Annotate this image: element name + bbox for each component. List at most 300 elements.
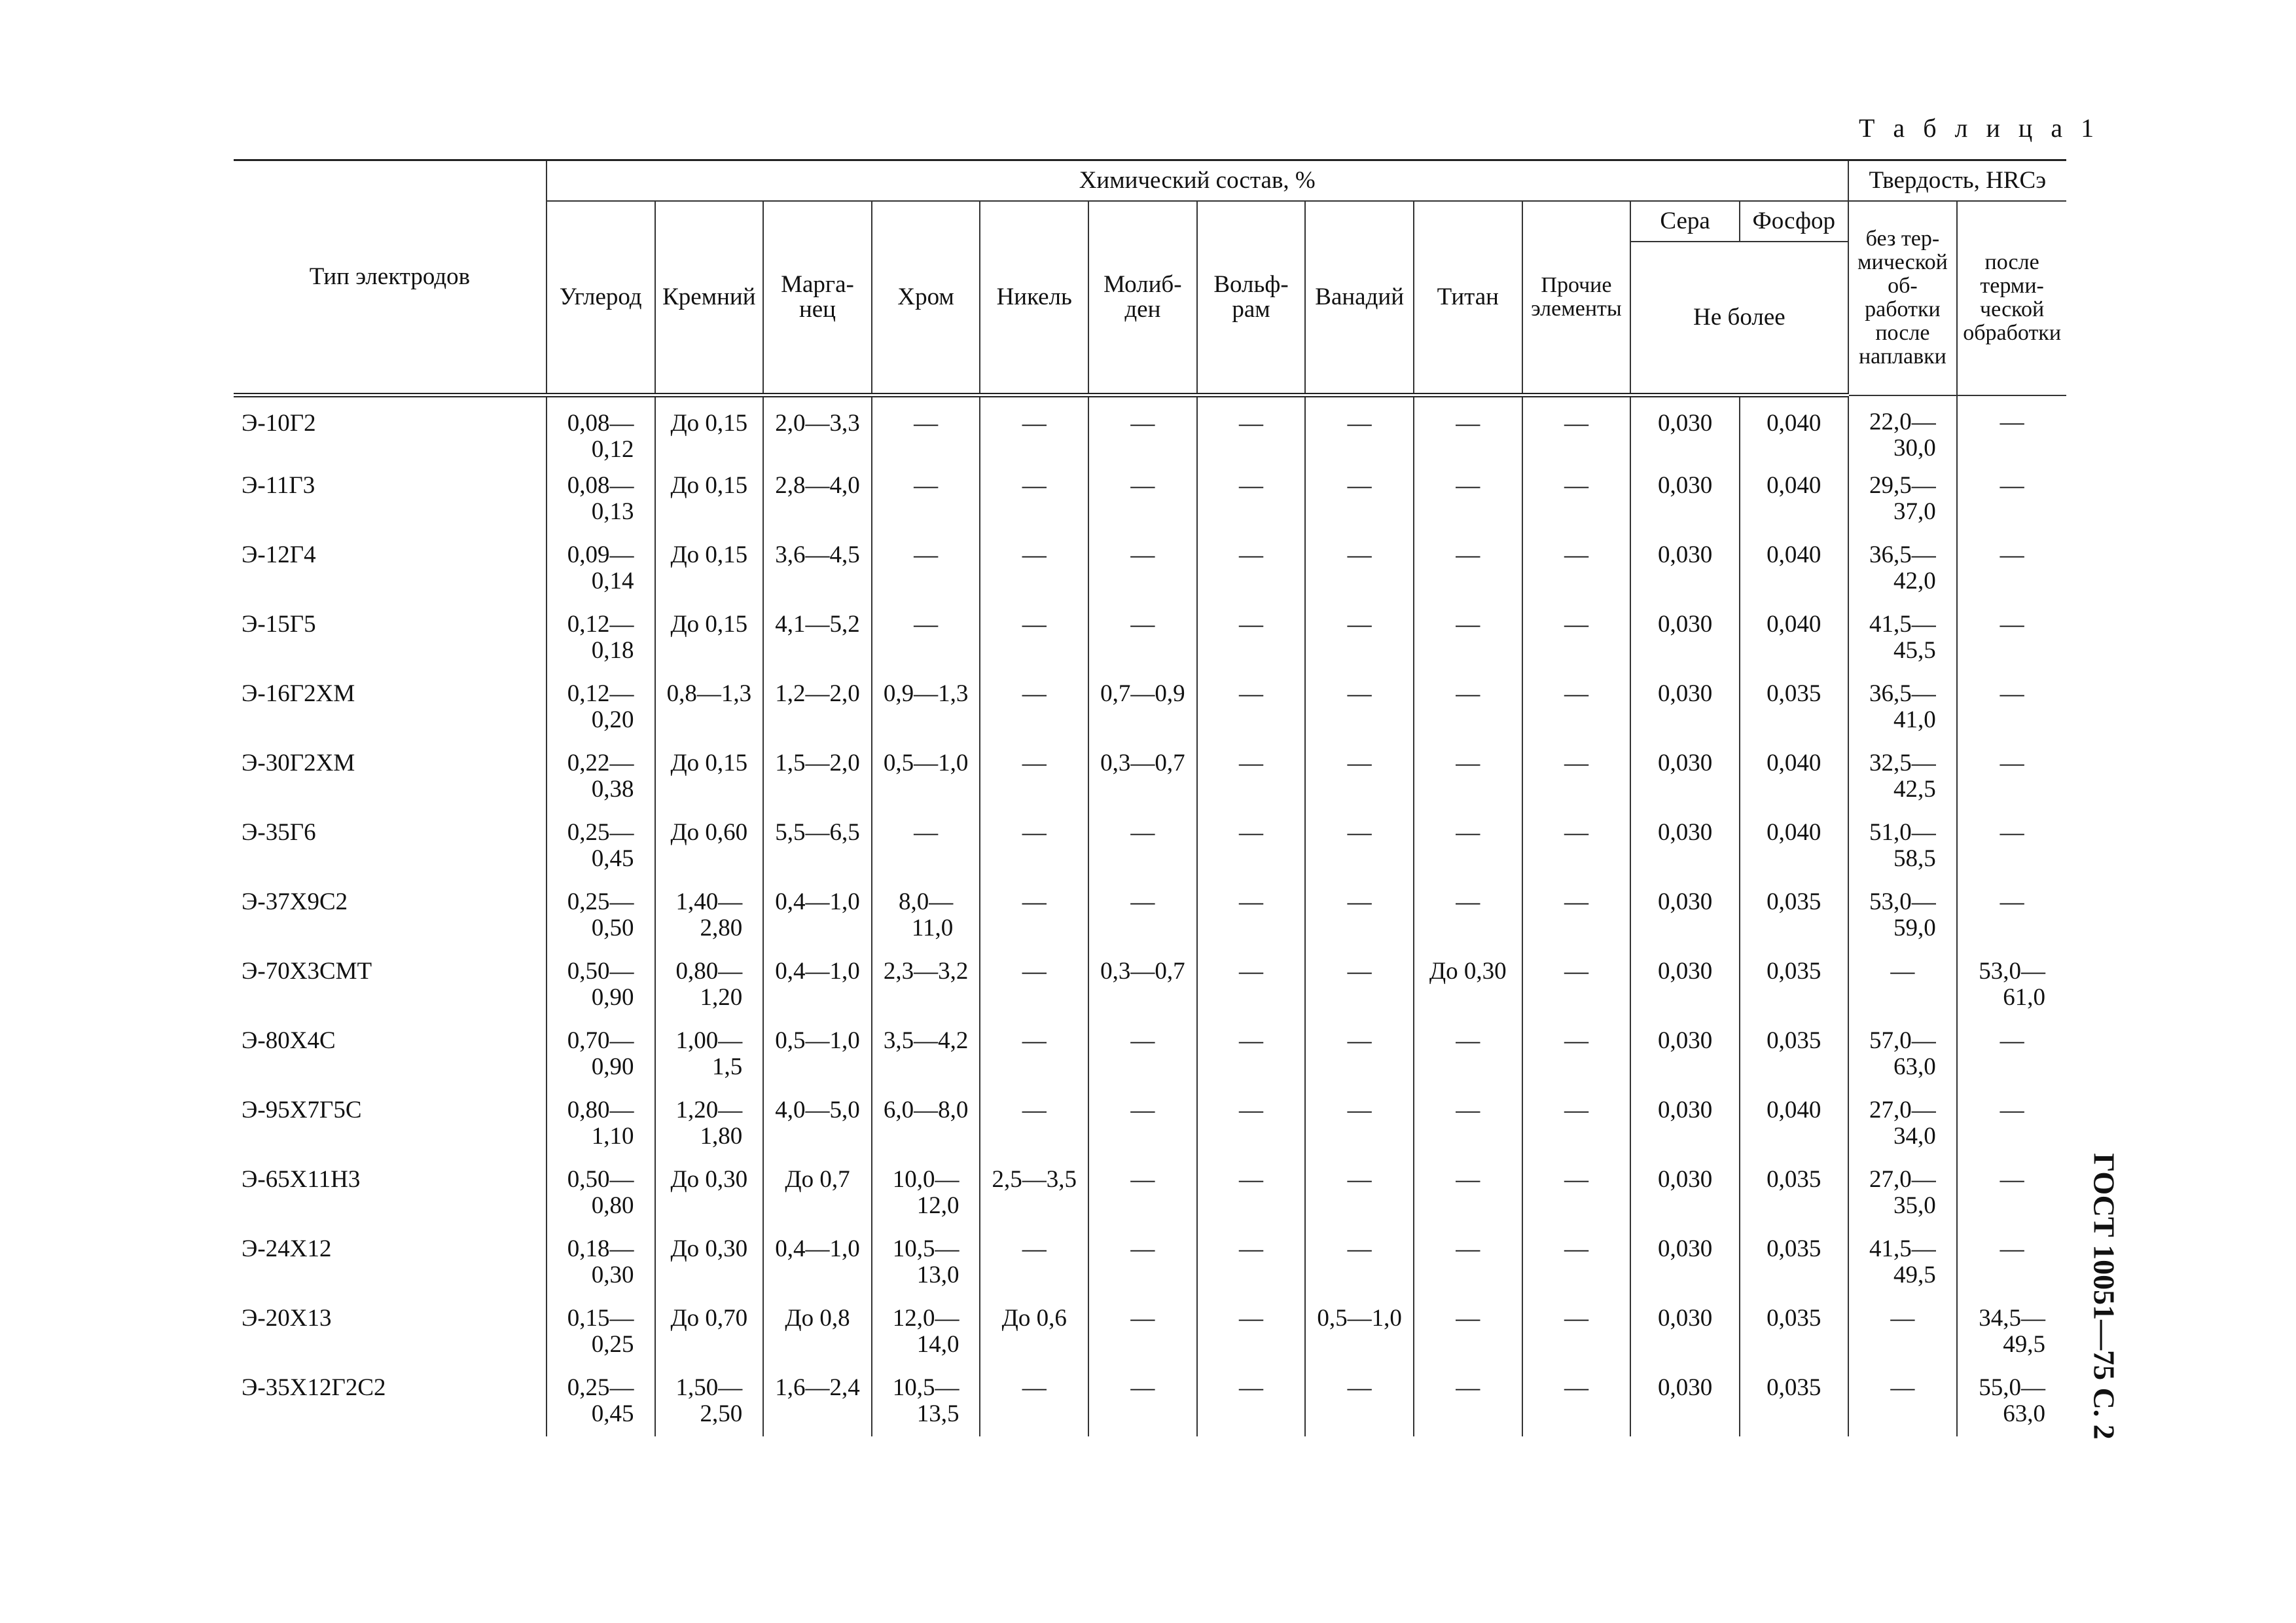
cell-value: Э-80Х4С [242, 1027, 336, 1054]
cell-other-elements [1522, 812, 1631, 881]
cell-value: 0,030 [1657, 1374, 1713, 1401]
cell-other-elements [1522, 1367, 1631, 1436]
cell-value: — [2000, 1235, 2024, 1262]
header-titanium: Титан [1414, 201, 1522, 395]
cell-chromium [872, 1298, 980, 1367]
cell-nickel [980, 1020, 1088, 1089]
cell-carbon [547, 1089, 655, 1159]
cell-value: — [1022, 888, 1047, 915]
cell-phosphorus [1740, 812, 1848, 881]
cell-titanium [1414, 1228, 1522, 1298]
cell-value: 36,5— 41,0 [1869, 680, 1936, 733]
cell-value: 0,7—0,9 [1100, 680, 1185, 707]
cell-sulfur [1630, 881, 1740, 951]
cell-value: 0,9—1,3 [883, 680, 969, 707]
table-row [234, 1298, 2066, 1367]
cell-hardness-after-treatment [1957, 465, 2066, 534]
cell-value: До 0,30 [1429, 957, 1507, 985]
cell-vanadium [1305, 1367, 1414, 1436]
cell-value: — [1456, 888, 1480, 915]
cell-value: — [1890, 957, 1915, 985]
cell-value: — [914, 818, 939, 846]
cell-value: 6,0—8,0 [883, 1096, 969, 1123]
cell-sulfur [1630, 951, 1740, 1020]
cell-value: — [1564, 1096, 1588, 1123]
cell-tungsten [1197, 1159, 1306, 1228]
cell-electrode-type [234, 534, 547, 604]
cell-chromium [872, 604, 980, 673]
cell-phosphorus [1740, 395, 1848, 465]
cell-value: До 0,15 [670, 749, 748, 776]
cell-value: — [1130, 410, 1155, 437]
cell-electrode-type [234, 881, 547, 951]
header-sulfur: Сера [1630, 201, 1740, 242]
cell-value: 0,08— 0,12 [567, 410, 634, 463]
cell-manganese [763, 1020, 872, 1089]
cell-other-elements [1522, 534, 1631, 604]
cell-molybdenum [1088, 673, 1197, 742]
cell-value: — [1347, 1374, 1372, 1401]
table-row [234, 1159, 2066, 1228]
cell-value: До 0,15 [670, 610, 748, 638]
cell-value: — [1130, 888, 1155, 915]
cell-carbon [547, 1228, 655, 1298]
cell-value: — [1564, 410, 1588, 437]
cell-value: 0,030 [1657, 1304, 1713, 1332]
cell-hardness-no-treatment [1848, 812, 1958, 881]
cell-other-elements [1522, 742, 1631, 812]
cell-value: — [1022, 471, 1047, 499]
cell-value: — [1130, 1235, 1155, 1262]
cell-value: 27,0— 35,0 [1869, 1165, 1936, 1219]
cell-hardness-after-treatment [1957, 1159, 2066, 1228]
cell-vanadium [1305, 1298, 1414, 1367]
cell-value: — [1456, 749, 1480, 776]
cell-electrode-type [234, 395, 547, 465]
cell-value: 0,50— 0,80 [567, 1165, 634, 1219]
cell-value: 0,030 [1657, 1235, 1713, 1262]
cell-manganese [763, 742, 872, 812]
cell-tungsten [1197, 742, 1306, 812]
cell-value: 0,030 [1657, 680, 1713, 707]
cell-value: 0,09— 0,14 [567, 541, 634, 594]
cell-value: — [1239, 471, 1264, 499]
cell-value: 3,6—4,5 [775, 541, 860, 568]
cell-value: — [2000, 1027, 2024, 1054]
cell-value: 0,25— 0,50 [567, 888, 634, 941]
cell-hardness-no-treatment [1848, 881, 1958, 951]
cell-value: — [1347, 1027, 1372, 1054]
cell-silicon [655, 1228, 764, 1298]
cell-hardness-no-treatment [1848, 1020, 1958, 1089]
cell-tungsten [1197, 881, 1306, 951]
cell-titanium [1414, 673, 1522, 742]
cell-nickel [980, 395, 1088, 465]
cell-value: Э-16Г2ХМ [242, 680, 355, 707]
cell-electrode-type [234, 1089, 547, 1159]
cell-tungsten [1197, 673, 1306, 742]
cell-carbon [547, 465, 655, 534]
cell-value: 0,035 [1767, 1165, 1821, 1193]
cell-value: — [1239, 410, 1264, 437]
cell-molybdenum [1088, 1228, 1197, 1298]
cell-carbon [547, 395, 655, 465]
cell-sulfur [1630, 1089, 1740, 1159]
cell-phosphorus [1740, 1298, 1848, 1367]
cell-value: 34,5— 49,5 [1979, 1304, 2045, 1358]
cell-carbon [547, 534, 655, 604]
cell-value: — [1239, 1304, 1264, 1332]
cell-electrode-type [234, 673, 547, 742]
cell-value: — [1130, 1304, 1155, 1332]
cell-value: 0,4—1,0 [775, 888, 860, 915]
cell-value: 0,4—1,0 [775, 1235, 860, 1262]
cell-manganese [763, 1089, 872, 1159]
cell-value: 0,22— 0,38 [567, 749, 634, 803]
cell-chromium [872, 812, 980, 881]
cell-value: Э-65Х11Н3 [242, 1165, 361, 1193]
cell-tungsten [1197, 1089, 1306, 1159]
cell-vanadium [1305, 1228, 1414, 1298]
cell-value: 8,0— 11,0 [898, 888, 954, 941]
cell-value: — [1130, 818, 1155, 846]
cell-molybdenum [1088, 812, 1197, 881]
cell-nickel [980, 534, 1088, 604]
cell-value: — [1890, 1374, 1915, 1401]
cell-value: — [1456, 541, 1480, 568]
cell-value: — [2000, 610, 2024, 638]
cell-value: — [1022, 957, 1047, 985]
cell-manganese [763, 534, 872, 604]
cell-value: 1,40— 2,80 [675, 888, 743, 941]
cell-value: — [1347, 1165, 1372, 1193]
cell-phosphorus [1740, 951, 1848, 1020]
cell-value: 0,5—1,0 [775, 1027, 860, 1054]
cell-chromium [872, 1159, 980, 1228]
cell-molybdenum [1088, 395, 1197, 465]
cell-value: 2,8—4,0 [775, 471, 860, 499]
cell-value: — [1022, 1235, 1047, 1262]
cell-carbon [547, 1020, 655, 1089]
cell-electrode-type [234, 742, 547, 812]
cell-value: — [1022, 1096, 1047, 1123]
cell-value: До 0,30 [670, 1165, 748, 1193]
cell-silicon [655, 1159, 764, 1228]
cell-carbon [547, 1367, 655, 1436]
cell-molybdenum [1088, 1020, 1197, 1089]
cell-value: — [1890, 1304, 1915, 1332]
table-header [234, 160, 2066, 395]
cell-phosphorus [1740, 1367, 1848, 1436]
cell-value: 10,5— 13,5 [892, 1374, 960, 1427]
cell-value: — [1239, 957, 1264, 985]
table-row [234, 673, 2066, 742]
cell-electrode-type [234, 604, 547, 673]
cell-value: — [914, 471, 939, 499]
cell-value: 12,0— 14,0 [892, 1304, 960, 1358]
cell-value: 0,8—1,3 [666, 680, 752, 707]
cell-phosphorus [1740, 673, 1848, 742]
cell-value: — [2000, 1165, 2024, 1193]
cell-value: 0,040 [1767, 471, 1821, 499]
cell-value: — [1564, 1235, 1588, 1262]
cell-value: До 0,15 [670, 410, 748, 437]
header-manganese: Марга- нец [763, 201, 872, 395]
cell-value: — [2000, 408, 2024, 435]
cell-value: До 0,6 [1001, 1304, 1067, 1332]
cell-electrode-type [234, 812, 547, 881]
cell-value: — [1564, 680, 1588, 707]
cell-value: Э-30Г2ХМ [242, 749, 355, 776]
cell-electrode-type [234, 1298, 547, 1367]
cell-electrode-type [234, 1367, 547, 1436]
cell-hardness-no-treatment [1848, 1367, 1958, 1436]
cell-manganese [763, 395, 872, 465]
cell-hardness-after-treatment [1957, 1089, 2066, 1159]
cell-hardness-after-treatment [1957, 604, 2066, 673]
cell-value: — [1347, 610, 1372, 638]
header-nickel: Никель [980, 201, 1088, 395]
cell-manganese [763, 604, 872, 673]
cell-other-elements [1522, 1298, 1631, 1367]
cell-manganese [763, 673, 872, 742]
cell-value: — [1130, 1165, 1155, 1193]
cell-value: 32,5— 42,5 [1869, 749, 1936, 803]
table-body [234, 395, 2066, 1436]
cell-value: 0,030 [1657, 610, 1713, 638]
header-hardness-no-treatment: без тер- мической об- работки после наплавки [1848, 201, 1958, 395]
cell-value: 1,50— 2,50 [675, 1374, 743, 1427]
cell-molybdenum [1088, 1159, 1197, 1228]
cell-value: — [1130, 610, 1155, 638]
cell-value: 0,80— 1,10 [567, 1096, 634, 1150]
cell-hardness-after-treatment [1957, 395, 2066, 465]
cell-value: Э-35Х12Г2С2 [242, 1374, 386, 1401]
cell-phosphorus [1740, 1089, 1848, 1159]
header-carbon: Углерод [547, 201, 655, 395]
cell-value: 0,030 [1657, 957, 1713, 985]
standard-page-label: ГОСТ 10051—75 С. 2 [2087, 1153, 2121, 1440]
cell-hardness-no-treatment [1848, 1089, 1958, 1159]
cell-other-elements [1522, 951, 1631, 1020]
cell-value: 51,0— 58,5 [1869, 818, 1936, 872]
cell-value: 0,040 [1767, 1096, 1821, 1123]
cell-manganese [763, 881, 872, 951]
cell-phosphorus [1740, 1159, 1848, 1228]
cell-sulfur [1630, 395, 1740, 465]
cell-value: — [1239, 680, 1264, 707]
cell-value: До 0,30 [670, 1235, 748, 1262]
chemical-composition-table [234, 159, 2066, 1436]
cell-sulfur [1630, 1159, 1740, 1228]
cell-value: — [1130, 541, 1155, 568]
cell-vanadium [1305, 395, 1414, 465]
cell-value: — [1456, 1165, 1480, 1193]
cell-value: — [1347, 888, 1372, 915]
cell-value: — [1456, 1304, 1480, 1332]
cell-value: 0,08— 0,13 [567, 471, 634, 525]
cell-value: До 0,7 [785, 1165, 850, 1193]
table-row [234, 604, 2066, 673]
cell-other-elements [1522, 465, 1631, 534]
cell-value: — [1456, 818, 1480, 846]
cell-value: — [1456, 1096, 1480, 1123]
header-chromium: Хром [872, 201, 980, 395]
cell-value: — [1456, 471, 1480, 499]
cell-hardness-after-treatment [1957, 1298, 2066, 1367]
cell-phosphorus [1740, 604, 1848, 673]
cell-value: 0,50— 0,90 [567, 957, 634, 1011]
cell-sulfur [1630, 812, 1740, 881]
cell-value: — [1347, 957, 1372, 985]
cell-manganese [763, 1228, 872, 1298]
cell-value: — [1239, 1235, 1264, 1262]
cell-hardness-after-treatment [1957, 534, 2066, 604]
cell-value: 57,0— 63,0 [1869, 1027, 1936, 1080]
cell-other-elements [1522, 604, 1631, 673]
cell-value: 0,25— 0,45 [567, 818, 634, 872]
cell-value: — [1022, 1374, 1047, 1401]
cell-silicon [655, 395, 764, 465]
header-phosphorus: Фосфор [1740, 201, 1848, 242]
cell-tungsten [1197, 465, 1306, 534]
cell-value: 53,0— 59,0 [1869, 888, 1936, 941]
cell-value: 2,3—3,2 [883, 957, 969, 985]
cell-other-elements [1522, 881, 1631, 951]
table-row [234, 534, 2066, 604]
cell-nickel [980, 1159, 1088, 1228]
cell-value: Э-20Х13 [242, 1304, 332, 1332]
cell-value: 27,0— 34,0 [1869, 1096, 1936, 1150]
cell-chromium [872, 1020, 980, 1089]
cell-value: — [914, 541, 939, 568]
cell-sulfur [1630, 1367, 1740, 1436]
cell-value: — [914, 610, 939, 638]
cell-value: — [1347, 1096, 1372, 1123]
cell-electrode-type [234, 1020, 547, 1089]
cell-value: 0,030 [1657, 818, 1713, 846]
cell-molybdenum [1088, 604, 1197, 673]
cell-value: 0,030 [1657, 1027, 1713, 1054]
header-hardness: Твердость, HRCэ [1848, 160, 2066, 202]
cell-tungsten [1197, 1298, 1306, 1367]
cell-carbon [547, 742, 655, 812]
cell-value: 4,0—5,0 [775, 1096, 860, 1123]
cell-hardness-after-treatment [1957, 951, 2066, 1020]
cell-value: — [1022, 818, 1047, 846]
cell-vanadium [1305, 881, 1414, 951]
cell-value: 0,18— 0,30 [567, 1235, 634, 1288]
cell-value: 1,00— 1,5 [675, 1027, 743, 1080]
cell-value: — [914, 410, 939, 437]
cell-titanium [1414, 465, 1522, 534]
cell-value: — [1456, 1374, 1480, 1401]
cell-tungsten [1197, 604, 1306, 673]
cell-molybdenum [1088, 1367, 1197, 1436]
cell-value: — [1022, 1027, 1047, 1054]
cell-other-elements [1522, 1020, 1631, 1089]
cell-vanadium [1305, 1159, 1414, 1228]
cell-value: 5,5—6,5 [775, 818, 860, 846]
cell-sulfur [1630, 742, 1740, 812]
table-row [234, 951, 2066, 1020]
cell-molybdenum [1088, 1298, 1197, 1367]
cell-value: До 0,15 [670, 471, 748, 499]
cell-tungsten [1197, 1228, 1306, 1298]
cell-molybdenum [1088, 465, 1197, 534]
cell-silicon [655, 1367, 764, 1436]
cell-carbon [547, 951, 655, 1020]
cell-hardness-no-treatment [1848, 742, 1958, 812]
cell-value: До 0,70 [670, 1304, 748, 1332]
cell-value: Э-11Г3 [242, 471, 315, 499]
cell-manganese [763, 951, 872, 1020]
cell-value: Э-10Г2 [242, 410, 316, 437]
cell-value: — [1456, 610, 1480, 638]
cell-value: 0,040 [1767, 818, 1821, 846]
cell-sulfur [1630, 465, 1740, 534]
cell-titanium [1414, 1089, 1522, 1159]
cell-tungsten [1197, 1020, 1306, 1089]
cell-value: — [1347, 410, 1372, 437]
cell-sulfur [1630, 673, 1740, 742]
cell-hardness-after-treatment [1957, 742, 2066, 812]
table-caption: Т а б л и ц а 1 [1859, 113, 2100, 143]
cell-other-elements [1522, 673, 1631, 742]
cell-value: — [1022, 410, 1047, 437]
cell-nickel [980, 1298, 1088, 1367]
table-row [234, 1367, 2066, 1436]
cell-vanadium [1305, 1020, 1414, 1089]
cell-value: 10,0— 12,0 [892, 1165, 960, 1219]
cell-vanadium [1305, 951, 1414, 1020]
header-silicon: Кремний [655, 201, 764, 395]
cell-value: — [2000, 541, 2024, 568]
cell-hardness-no-treatment [1848, 534, 1958, 604]
cell-titanium [1414, 604, 1522, 673]
cell-chromium [872, 881, 980, 951]
cell-nickel [980, 742, 1088, 812]
cell-manganese [763, 1298, 872, 1367]
cell-value: — [1564, 471, 1588, 499]
cell-value: — [1564, 957, 1588, 985]
cell-value: 0,040 [1767, 410, 1821, 437]
cell-value: 0,12— 0,18 [567, 610, 634, 664]
cell-value: 0,5—1,0 [1317, 1304, 1402, 1332]
cell-carbon [547, 673, 655, 742]
cell-phosphorus [1740, 742, 1848, 812]
cell-silicon [655, 604, 764, 673]
cell-silicon [655, 534, 764, 604]
cell-value: 0,035 [1767, 680, 1821, 707]
cell-hardness-no-treatment [1848, 604, 1958, 673]
cell-chromium [872, 1367, 980, 1436]
cell-value: 0,035 [1767, 957, 1821, 985]
cell-nickel [980, 1228, 1088, 1298]
cell-carbon [547, 1159, 655, 1228]
cell-electrode-type [234, 1228, 547, 1298]
cell-value: Э-12Г4 [242, 541, 316, 568]
cell-vanadium [1305, 742, 1414, 812]
cell-other-elements [1522, 1228, 1631, 1298]
cell-value: 36,5— 42,0 [1869, 541, 1936, 594]
page-footer [2085, 1152, 2124, 1440]
cell-value: — [1022, 610, 1047, 638]
cell-value: Э-70Х3СМТ [242, 957, 372, 985]
header-vanadium: Ванадий [1305, 201, 1414, 395]
cell-value: Э-95Х7Г5С [242, 1096, 362, 1123]
cell-value: — [1564, 1027, 1588, 1054]
